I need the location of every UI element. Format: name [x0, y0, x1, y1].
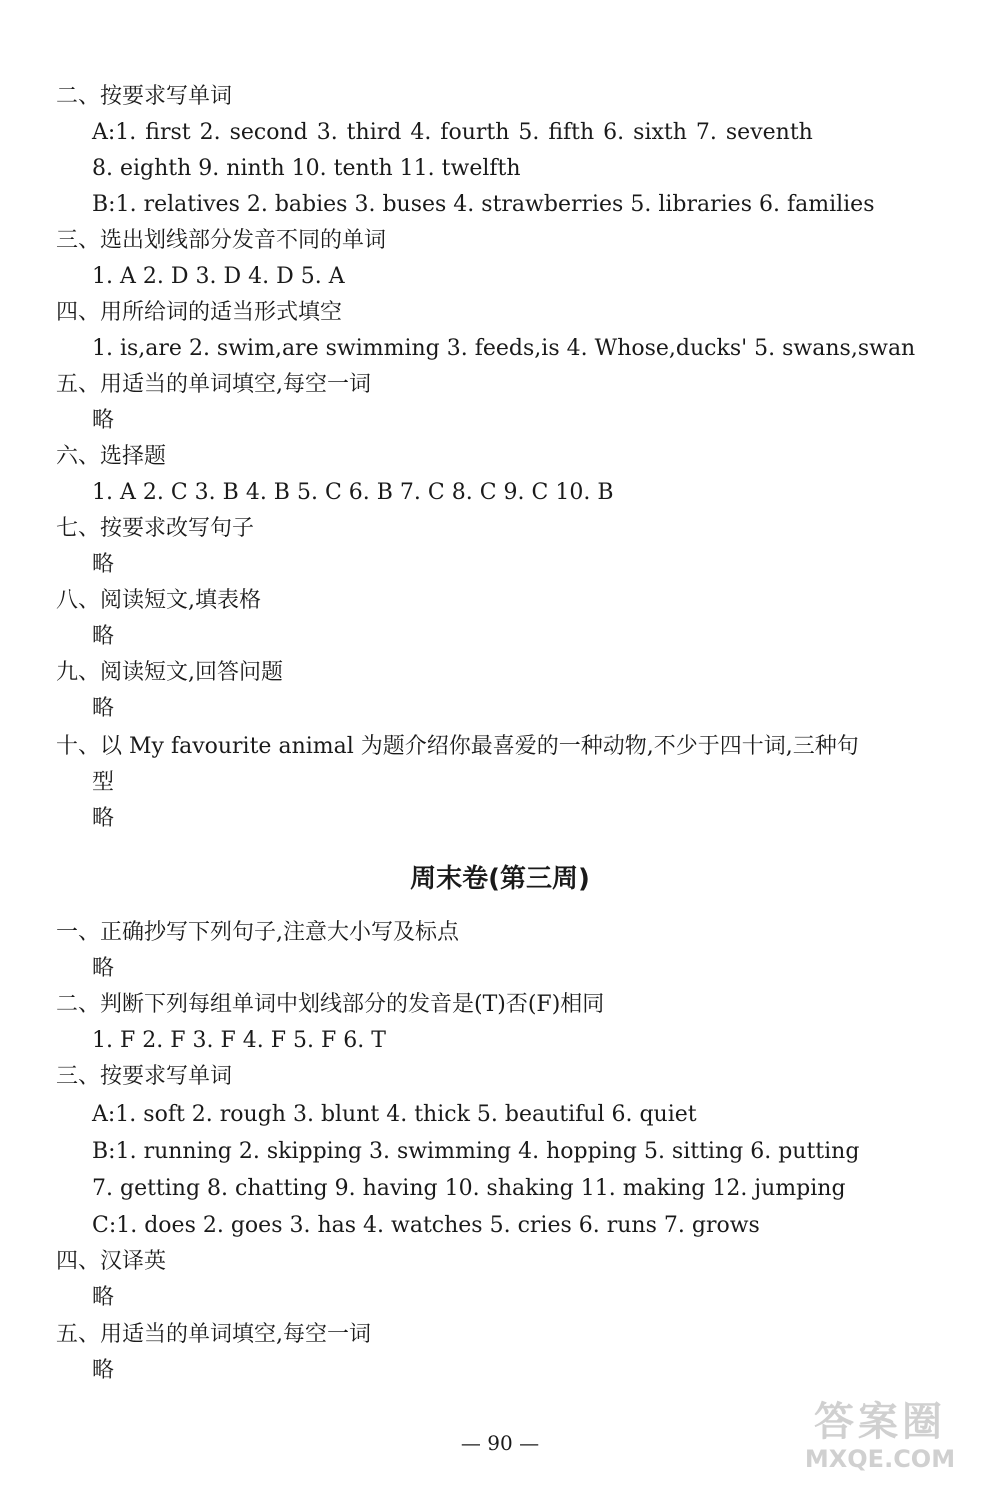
section-heading: 五、用适当的单词填空,每空一词	[56, 372, 371, 397]
answer-line: 8. eighth 9. ninth 10. tenth 11. twelfth	[92, 156, 521, 181]
section-heading: 六、选择题	[56, 444, 167, 469]
answer-line: 略	[92, 1358, 115, 1383]
section-heading: 一、正确抄写下列句子,注意大小写及标点	[56, 920, 459, 945]
answer-line: 略	[92, 806, 115, 831]
section-heading: 四、用所给词的适当形式填空	[56, 300, 343, 325]
answer-line: 略	[92, 696, 115, 721]
watermark-url: MXQE.COM	[804, 1445, 956, 1473]
section-heading: 四、汉译英	[56, 1249, 167, 1274]
section-heading: 七、按要求改写句子	[56, 516, 255, 541]
section-title: 周末卷(第三周)	[410, 864, 590, 894]
watermark	[770, 1400, 990, 1480]
answer-line: B:1. relatives 2. babies 3. buses 4. strawberries 5. libraries 6. families	[92, 192, 875, 217]
section-heading: 五、用适当的单词填空,每空一词	[56, 1322, 371, 1347]
answer-line: B:1. running 2. skipping 3. swimming 4. hopping 5. sitting 6. putting	[92, 1139, 860, 1164]
section-heading: 三、选出划线部分发音不同的单词	[56, 228, 387, 253]
answer-line: 略	[92, 408, 115, 433]
section-heading: 八、阅读短文,填表格	[56, 588, 261, 613]
answer-line: A:1. first 2. second 3. third 4. fourth 5. fifth 6. sixth 7. seventh	[92, 120, 813, 145]
answer-line: 略	[92, 624, 115, 649]
answer-line: 略	[92, 956, 115, 981]
answer-line: 1. A 2. C 3. B 4. B 5. C 6. B 7. C 8. C 9. C 10. B	[92, 480, 614, 505]
answer-line: 7. getting 8. chatting 9. having 10. shaking 11. making 12. jumping	[92, 1176, 846, 1201]
section-heading: 三、按要求写单词	[56, 1064, 233, 1089]
answer-line: A:1. soft 2. rough 3. blunt 4. thick 5. beautiful 6. quiet	[92, 1102, 697, 1127]
answer-line: 1. F 2. F 3. F 4. F 5. F 6. T	[92, 1028, 386, 1053]
answer-line: 1. is,are 2. swim,are swimming 3. feeds,is 4. Whose,ducks' 5. swans,swan	[92, 336, 916, 361]
answer-line: 略	[92, 1285, 115, 1310]
section-heading: 二、判断下列每组单词中划线部分的发音是(T)否(F)相同	[56, 992, 605, 1017]
answer-line: 型	[92, 770, 115, 795]
answer-line: C:1. does 2. goes 3. has 4. watches 5. cries 6. runs 7. grows	[92, 1213, 760, 1238]
page-number: — 90 —	[460, 1431, 540, 1455]
section-heading: 二、按要求写单词	[56, 84, 233, 109]
watermark-logo: 答案圈	[814, 1399, 946, 1445]
section-heading: 十、以 My favourite animal 为题介绍你最喜爱的一种动物,不少于四十词,三种句	[56, 734, 859, 759]
section-heading: 九、阅读短文,回答问题	[56, 660, 283, 685]
answer-line: 1. A 2. D 3. D 4. D 5. A	[92, 264, 345, 289]
answer-line: 略	[92, 552, 115, 577]
